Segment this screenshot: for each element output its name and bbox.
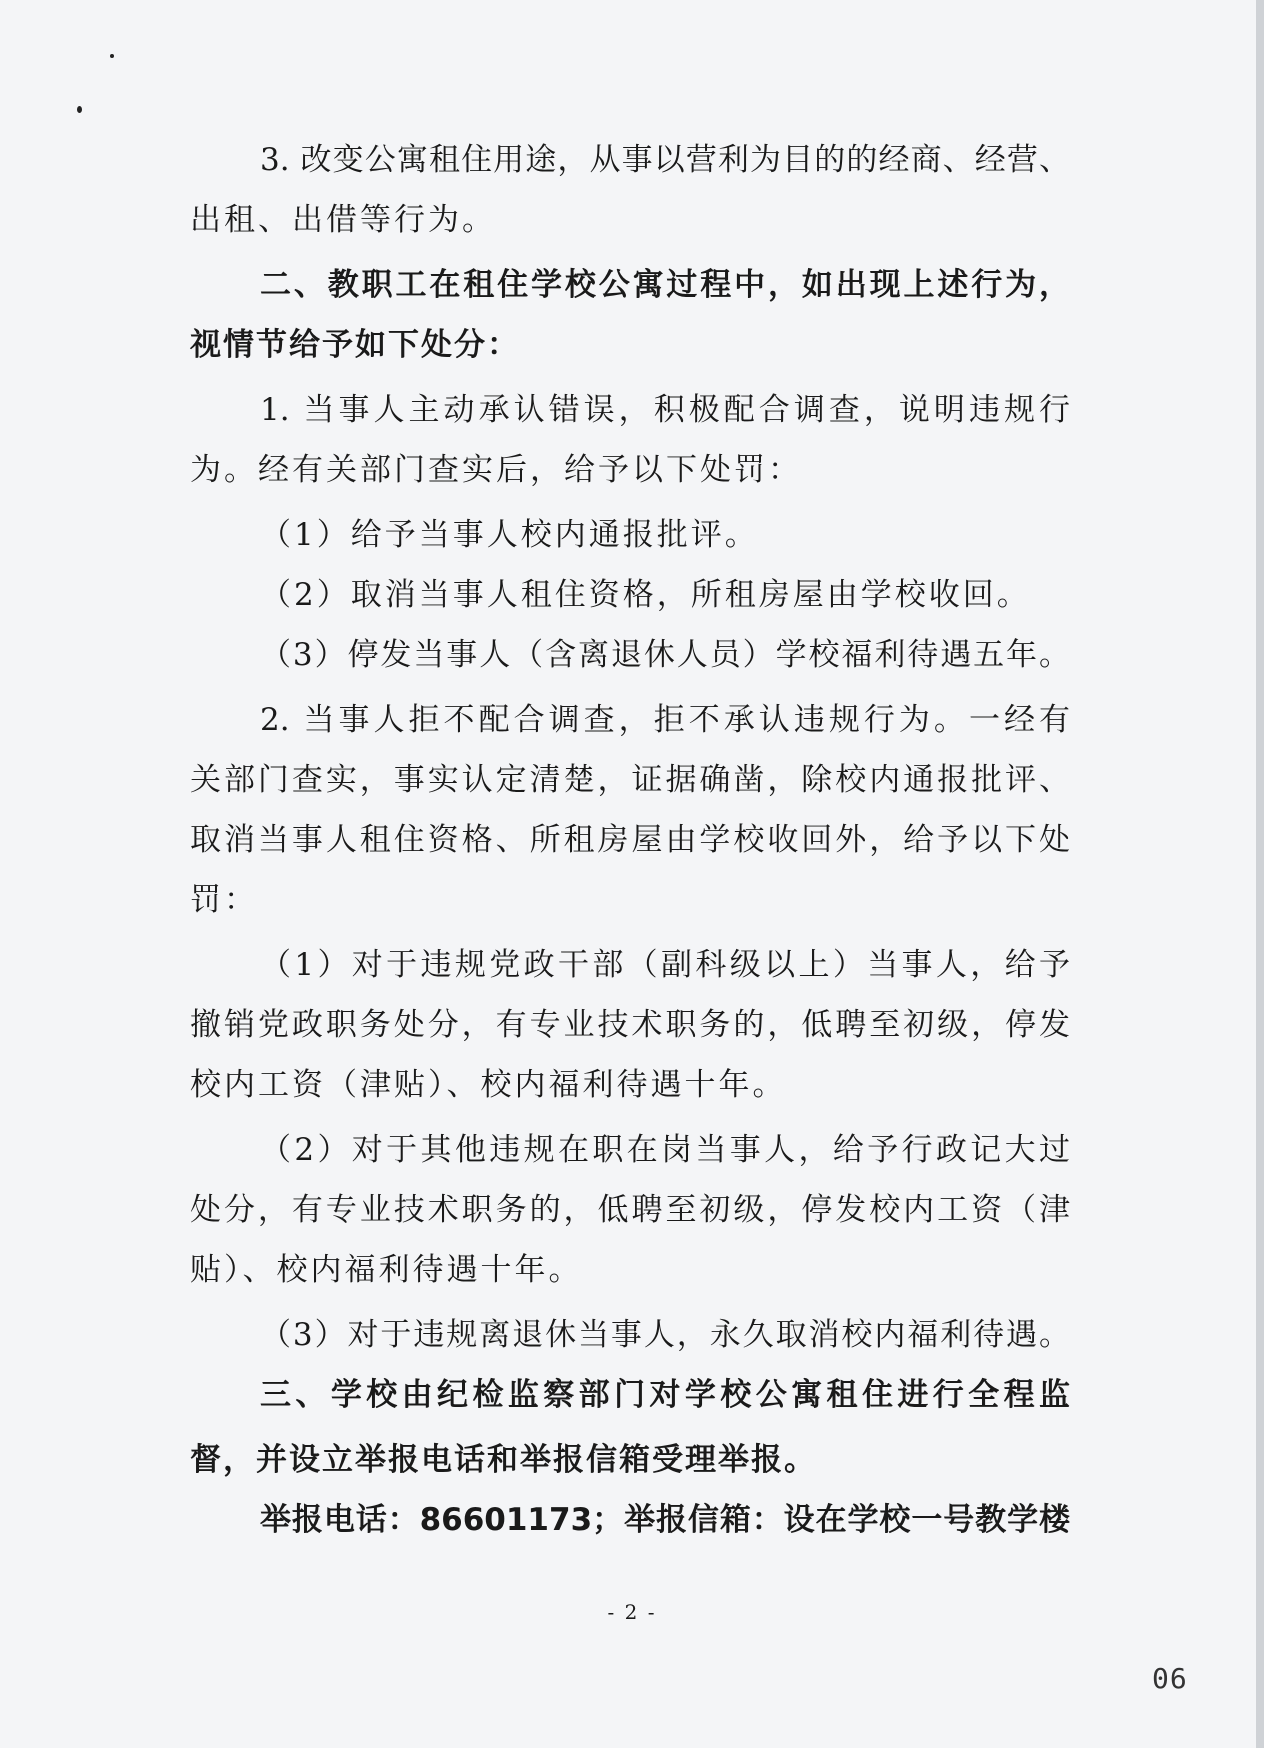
- scan-edge: [1256, 0, 1264, 1748]
- paragraph-line: 2. 当事人拒不配合调查，拒不承认违规行为。一经有: [260, 702, 1070, 738]
- section-heading-line: 督，并设立举报电话和举报信箱受理举报。: [190, 1442, 817, 1478]
- paragraph-line: （1）对于违规党政干部（副科级以上）当事人，给予: [260, 947, 1070, 983]
- paragraph-line: 出租、出借等行为。: [190, 202, 496, 238]
- paragraph-line: （3）对于违规离退休当事人，永久取消校内福利待遇。: [260, 1317, 1070, 1353]
- section-heading-line: 三、学校由纪检监察部门对学校公寓租住进行全程监: [260, 1377, 1070, 1413]
- paragraph-line: 关部门查实，事实认定清楚，证据确凿，除校内通报批评、: [190, 762, 1070, 798]
- section-heading-line: 举报电话：86601173；举报信箱：设在学校一号教学楼: [260, 1502, 1070, 1538]
- paragraph-line: 取消当事人租住资格、所租房屋由学校收回外，给予以下处: [190, 822, 1070, 858]
- paragraph-line: 校内工资（津贴）、校内福利待遇十年。: [190, 1067, 787, 1103]
- section-heading-line: 二、教职工在租住学校公寓过程中，如出现上述行为，: [260, 267, 1070, 303]
- scan-speck: [110, 54, 114, 58]
- paragraph-line: 贴）、校内福利待遇十年。: [190, 1252, 583, 1288]
- paragraph-line: 为。经有关部门查实后，给予以下处罚：: [190, 452, 802, 488]
- archive-number: 06: [1152, 1662, 1188, 1695]
- scan-speck: [77, 106, 82, 113]
- section-heading-line: 视情节给予如下处分：: [190, 327, 520, 363]
- paragraph-line: （3）停发当事人（含离退休人员）学校福利待遇五年。: [260, 637, 1070, 673]
- paragraph-line: 处分，有专业技术职务的，低聘至初级，停发校内工资（津: [190, 1192, 1070, 1228]
- page-number: - 2 -: [607, 1600, 657, 1624]
- paragraph-line: （2）对于其他违规在职在岗当事人，给予行政记大过: [260, 1132, 1070, 1168]
- paragraph-line: （2）取消当事人租住资格，所租房屋由学校收回。: [260, 577, 1031, 613]
- paragraph-line: 3. 改变公寓租住用途，从事以营利为目的的经商、经营、: [260, 142, 1070, 178]
- paragraph-line: 撤销党政职务处分，有专业技术职务的，低聘至初级，停发: [190, 1007, 1070, 1043]
- paragraph-line: 罚：: [190, 882, 258, 918]
- paragraph-line: 1. 当事人主动承认错误，积极配合调查，说明违规行: [260, 392, 1070, 428]
- paragraph-line: （1）给予当事人校内通报批评。: [260, 517, 759, 553]
